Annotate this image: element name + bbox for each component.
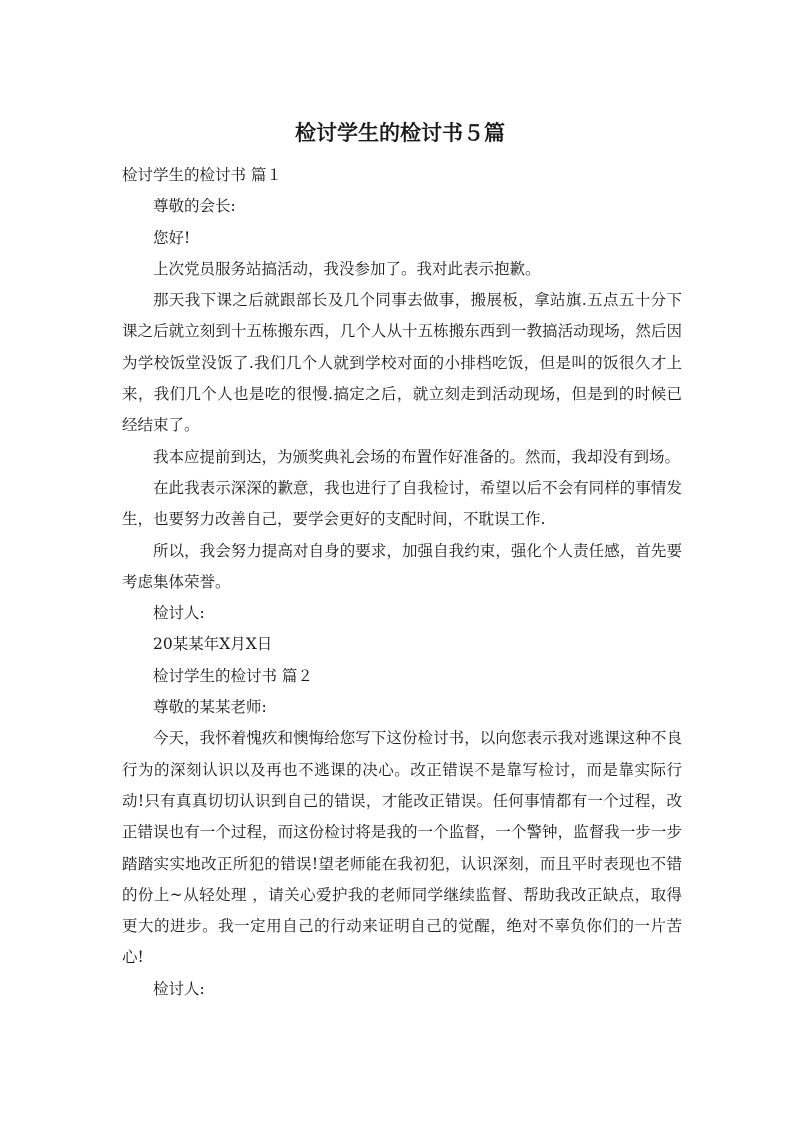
paragraph: 我本应提前到达，为颁奖典礼会场的布置作好准备的。然而，我却没有到场。 [153, 447, 681, 466]
paragraph: 检讨学生的检讨书 篇１ [122, 166, 282, 184]
paragraph: 所以，我会努力提高对自身的要求，加强自我约束，强化个人责任感，首先要考虑集体荣誉。 [122, 541, 682, 591]
paragraph: 在此我表示深深的歉意，我也进行了自我检讨，希望以后不会有同样的事情发生，也要努力改善自己，要学会更好的支配时间，不耽误工作. [122, 478, 682, 529]
document-title: 检讨学生的检讨书５篇 [295, 121, 505, 145]
paragraph: 尊敬的某某老师: [153, 698, 267, 717]
paragraph: 检讨学生的检讨书 篇２ [153, 666, 313, 685]
paragraph: 尊敬的会长: [153, 197, 236, 216]
paragraph: 今天，我怀着愧疚和懊悔给您写下这份检讨书，以向您表示我对逃课这种不良行为的深刻认识以及再也不逃课的决心。改正错误不是靠写检讨，而是靠实际行动!只有真真切切认识到自己的错误，才能改正错误。任何事情都有一个过程，改正错误也有一个过程，而这份检讨将是我的一个监督，一个警钟，监督我一步一步踏踏实实地改正所犯的错误!望老师能在我初犯，认识深刻，而且平时表现也不错的份上~从轻处理 ，请关心爱护我的老师同学继续监督、帮助我改正缺点，取得更大的进步。我一定用自己的行动来证明自己的觉醒，绝对不辜负你们的一片苦心! [122, 729, 682, 967]
paragraph: 20某某年X月X日 [153, 635, 273, 654]
document-body [122, 160, 682, 1005]
paragraph: 您好! [153, 228, 191, 247]
paragraph: 检讨人: [153, 604, 205, 623]
paragraph: 那天我下课之后就跟部长及几个同事去做事，搬展板，拿站旗.五点五十分下课之后就立刻到十五栋搬东西，几个人从十五栋搬东西到一教搞活动现场，然后因为学校饭堂没饭了.我们几个人就到学校对面的小排档吃饭，但是叫的饭很久才上来，我们几个人也是吃的很慢.搞定之后，就立刻走到活动现场，但是到的时候已经结束了。 [122, 291, 682, 435]
paragraph: 检讨人: [153, 979, 205, 998]
paragraph: 上次党员服务站搞活动，我没参加了。我对此表示抱歉。 [153, 259, 541, 278]
